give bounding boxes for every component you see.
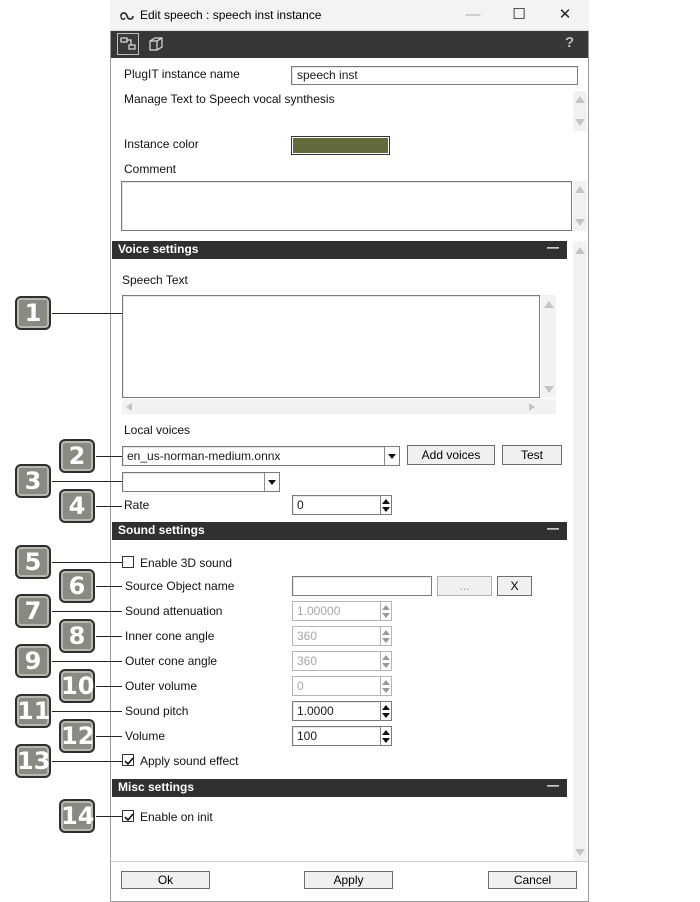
close-button[interactable]: ✕ (558, 6, 572, 23)
callout-badge: 3 (15, 464, 51, 498)
callout-line (52, 562, 122, 563)
scroll-down-icon[interactable] (575, 849, 585, 856)
scroll-down-icon[interactable] (575, 119, 585, 126)
callout-line (96, 686, 122, 687)
ok-button[interactable]: Ok (121, 871, 210, 889)
speech-text-area[interactable] (122, 295, 540, 398)
clear-object-button[interactable]: X (497, 576, 532, 596)
inner-cone-stepper[interactable] (380, 627, 391, 646)
maximize-button[interactable]: ☐ (512, 6, 526, 23)
section-title: Sound settings (118, 523, 205, 537)
callout-badge: 4 (59, 489, 95, 523)
instance-name-input[interactable]: speech inst (291, 66, 578, 85)
scroll-down-icon[interactable] (575, 219, 585, 226)
source-object-label: Source Object name (125, 579, 235, 593)
callout-line (96, 586, 122, 587)
comment-scrollbar[interactable] (573, 181, 587, 231)
voice-settings-header[interactable] (112, 241, 567, 259)
callout-line (52, 761, 122, 762)
local-voices-select[interactable] (122, 446, 400, 466)
callout-line (96, 456, 122, 457)
callout-line (52, 313, 122, 314)
cancel-button[interactable]: Cancel (488, 871, 577, 889)
checkmark-icon (123, 755, 135, 767)
window-title: Edit speech : speech inst instance (140, 8, 322, 22)
callout-line (96, 636, 122, 637)
volume-label: Volume (125, 729, 166, 743)
scroll-up-icon[interactable] (575, 247, 585, 254)
collapse-icon[interactable]: — (547, 240, 559, 254)
main-scrollbar[interactable] (573, 241, 587, 861)
scroll-right-icon[interactable] (529, 403, 535, 411)
collapse-icon[interactable]: — (547, 521, 559, 535)
callout-badge: 5 (15, 545, 51, 579)
outer-cone-input[interactable] (292, 651, 392, 671)
rate-value: 0 (297, 498, 304, 512)
toolbar (111, 31, 588, 58)
description-scrollbar[interactable] (573, 91, 587, 131)
callout-badge: 6 (59, 569, 95, 603)
outer-cone-label: Outer cone angle (125, 654, 218, 668)
checkmark-icon (123, 811, 135, 823)
test-button[interactable]: Test (502, 445, 562, 465)
volume-stepper[interactable] (380, 727, 391, 746)
speech-text-hscroll[interactable] (122, 399, 556, 414)
cube-icon (147, 35, 165, 53)
inner-cone-value: 360 (297, 629, 318, 643)
sound-pitch-stepper[interactable] (380, 702, 391, 721)
scroll-up-icon[interactable] (575, 96, 585, 103)
callout-badge: 8 (59, 619, 95, 653)
outer-cone-stepper[interactable] (380, 652, 391, 671)
apply-button[interactable]: Apply (304, 871, 393, 889)
sound-attenuation-label: Sound attenuation (125, 604, 223, 618)
help-icon[interactable]: ? (565, 34, 575, 51)
callout-line (96, 736, 122, 737)
comment-textarea[interactable] (121, 181, 572, 231)
sound-attenuation-stepper[interactable] (380, 602, 391, 621)
outer-volume-input[interactable] (292, 676, 392, 696)
plugin-description: Manage Text to Speech vocal synthesis (124, 92, 335, 106)
chevron-down-icon[interactable] (264, 473, 279, 491)
callout-line (52, 711, 122, 712)
callout-badge: 9 (15, 644, 51, 678)
sound-settings-header[interactable] (112, 522, 567, 540)
misc-settings-header[interactable] (112, 779, 567, 797)
enable-on-init-checkbox[interactable] (122, 810, 134, 822)
callout-line (96, 506, 122, 507)
hierarchy-icon (118, 34, 138, 54)
volume-value: 100 (297, 729, 318, 743)
callout-badge: 13 (15, 744, 51, 778)
callout-line (52, 481, 122, 482)
inner-cone-label: Inner cone angle (125, 629, 215, 643)
comment-label: Comment (124, 162, 177, 176)
instance-color-label: Instance color (124, 137, 199, 151)
graph-view-button[interactable] (117, 33, 139, 55)
local-voice-value: en_us-norman-medium.onnx (127, 449, 281, 463)
source-object-input[interactable] (292, 576, 432, 596)
callout-line (52, 611, 122, 612)
rate-label: Rate (124, 498, 150, 512)
rate-stepper[interactable] (380, 496, 391, 515)
rate-input[interactable] (292, 495, 392, 515)
collapse-icon[interactable]: — (547, 778, 559, 792)
footer-divider (111, 861, 588, 862)
callout-badge: 2 (59, 439, 95, 473)
enable-3d-sound-label: Enable 3D sound (140, 556, 233, 570)
color-fill (293, 138, 388, 153)
enable-3d-sound-checkbox[interactable] (122, 556, 134, 568)
callout-line (52, 661, 122, 662)
section-title: Voice settings (118, 242, 199, 256)
volume-input[interactable] (292, 726, 392, 746)
scroll-up-icon[interactable] (544, 301, 554, 308)
cube-view-button[interactable] (147, 35, 165, 53)
inner-cone-input[interactable] (292, 626, 392, 646)
callout-badge: 10 (59, 669, 95, 703)
scroll-up-icon[interactable] (575, 186, 585, 193)
section-title: Misc settings (118, 780, 195, 794)
outer-volume-value: 0 (297, 679, 304, 693)
scroll-down-icon[interactable] (544, 386, 554, 393)
sound-attenuation-value: 1.00000 (297, 604, 341, 618)
outer-volume-stepper[interactable] (380, 677, 391, 696)
apply-sound-effect-label: Apply sound effect (140, 754, 239, 768)
speech-text-vscroll[interactable] (541, 295, 556, 398)
outer-volume-label: Outer volume (125, 679, 198, 693)
scroll-left-icon[interactable] (126, 403, 132, 411)
local-voices-label: Local voices (124, 423, 191, 437)
sound-attenuation-input[interactable] (292, 601, 392, 621)
sound-pitch-input[interactable] (292, 701, 392, 721)
minimize-button[interactable]: — (465, 6, 481, 23)
outer-cone-value: 360 (297, 654, 318, 668)
chevron-down-icon[interactable] (384, 447, 399, 465)
app-logo-icon (119, 10, 135, 20)
enable-on-init-label: Enable on init (140, 810, 213, 824)
sound-pitch-label: Sound pitch (125, 704, 189, 718)
secondary-voice-select[interactable] (122, 472, 280, 492)
callout-badge: 14 (59, 799, 95, 833)
add-voices-button[interactable]: Add voices (407, 445, 495, 465)
sound-pitch-value: 1.0000 (297, 704, 334, 718)
callout-badge: 7 (15, 594, 51, 628)
instance-color-swatch[interactable] (291, 136, 390, 155)
callout-badge: 1 (15, 296, 51, 330)
browse-object-button[interactable]: ... (437, 576, 492, 596)
speech-text-label: Speech Text (122, 273, 188, 287)
instance-name-label: PlugIT instance name (124, 67, 240, 81)
apply-sound-effect-checkbox[interactable] (122, 754, 134, 766)
callout-line (96, 816, 122, 817)
callout-badge: 11 (15, 694, 51, 728)
callout-badge: 12 (59, 719, 95, 753)
